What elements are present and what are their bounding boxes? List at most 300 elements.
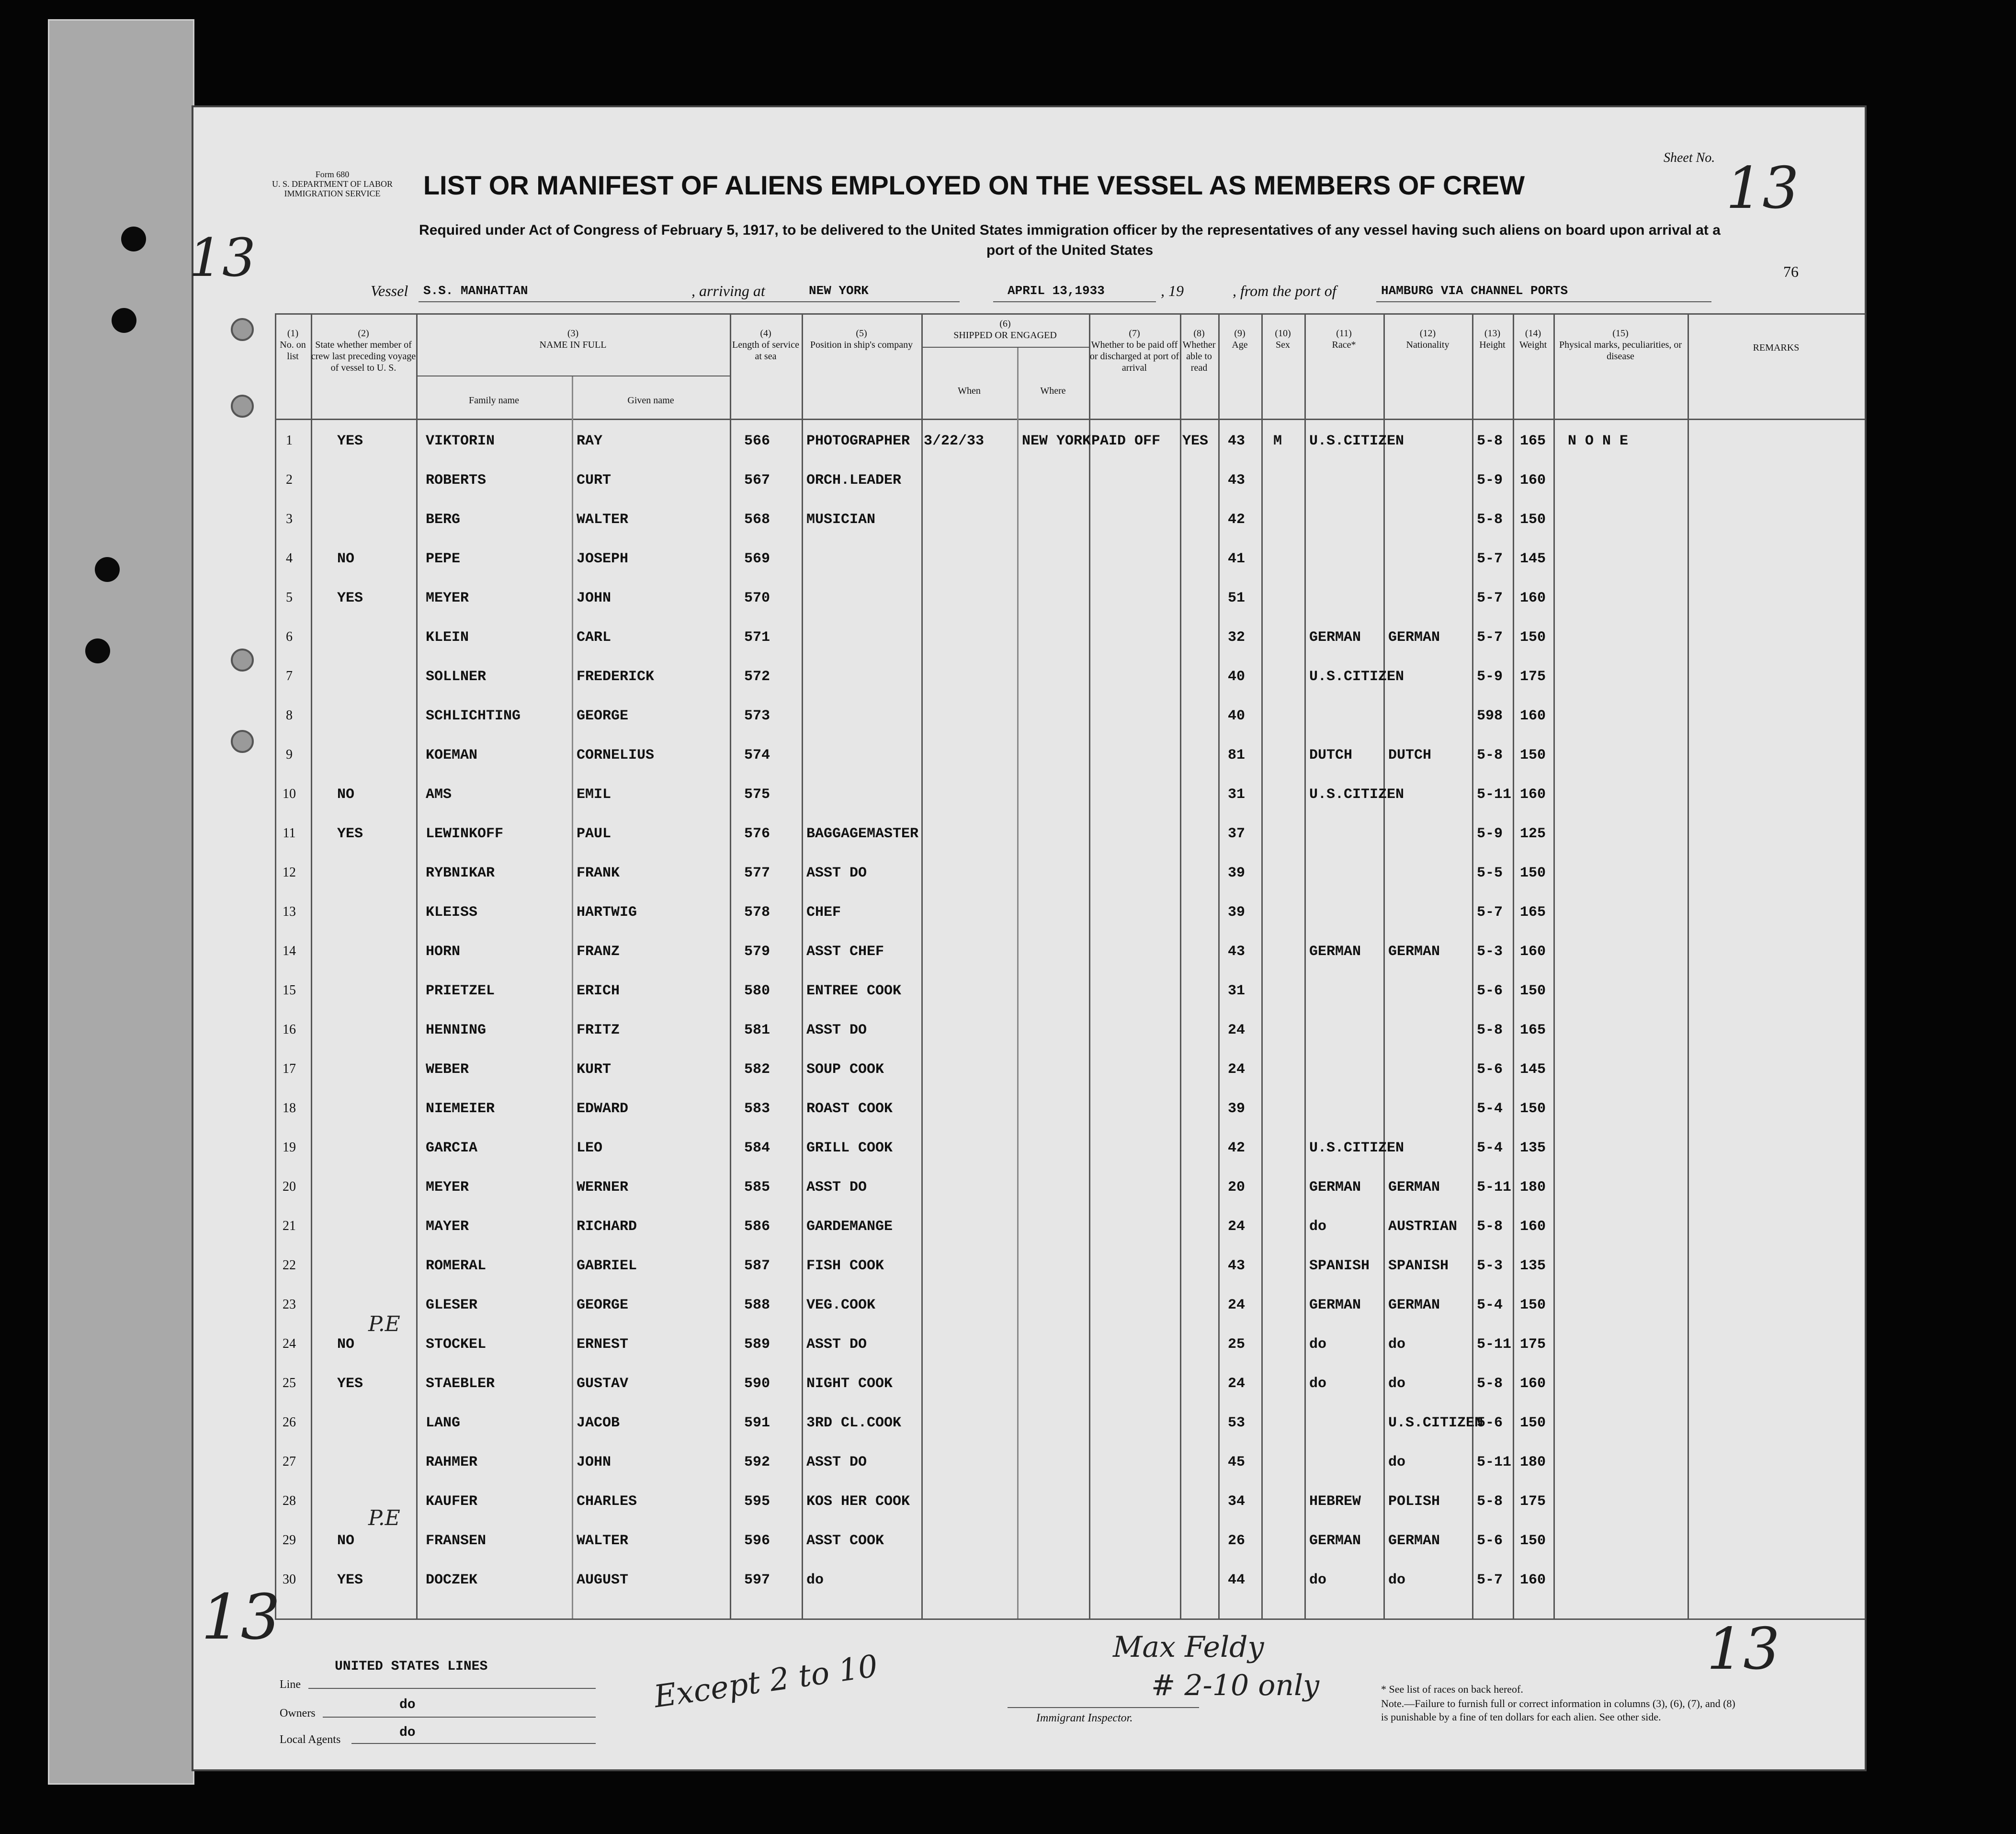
manifest-sheet [189,105,1867,1771]
shipped-when: 3/22/33 [924,433,985,449]
weight: 160 [1520,472,1546,489]
col-1-header: (1) No. on list [280,328,306,362]
position: CHEF [806,904,841,921]
row-number: 24 [283,1336,296,1351]
age: 39 [1228,1101,1246,1117]
weight: 150 [1520,1101,1546,1117]
nationality: POLISH [1388,1493,1440,1510]
row-number: 30 [283,1572,296,1587]
age: 24 [1228,1061,1246,1078]
weight: 150 [1520,629,1546,646]
row-number: 12 [283,865,296,880]
race: SPANISH [1309,1258,1370,1274]
annotation-row-24: P.E [368,1312,400,1336]
age: 31 [1228,786,1246,803]
height: 5-9 [1477,826,1503,842]
service-length: 566 [744,433,770,449]
given-name: ERNEST [577,1336,629,1353]
col-6a-header: When [958,386,981,396]
col-9-header: (9) Age [1232,328,1248,350]
given-name: RAY [577,433,603,449]
punch-hole [112,308,136,333]
position: KOS HER COOK [806,1493,910,1510]
race: GERMAN [1309,1179,1361,1196]
able-to-read: YES [1182,433,1209,449]
position: ENTREE COOK [806,983,902,999]
col-11-header: (11) Race* [1332,328,1356,350]
height: 5-7 [1477,904,1503,921]
given-name: GABRIEL [577,1258,637,1274]
prev-voyage: YES [337,433,363,449]
service-length: 580 [744,983,770,999]
position: 3RD CL.COOK [806,1415,902,1431]
service-length: 582 [744,1061,770,1078]
height: 5-7 [1477,1572,1503,1588]
weight: 145 [1520,1061,1546,1078]
service-length: 578 [744,904,770,921]
given-name: WERNER [577,1179,629,1196]
given-name: CARL [577,629,612,646]
family-name: PRIETZEL [426,983,495,999]
height: 5-9 [1477,472,1503,489]
family-name: VIKTORIN [426,433,495,449]
annotation-row-29: P.E [368,1506,400,1530]
family-name: MEYER [426,1179,469,1196]
age: 39 [1228,865,1246,881]
height: 5-5 [1477,865,1503,881]
position: ASST DO [806,1022,867,1038]
given-name: JOHN [577,590,612,606]
weight: 150 [1520,1297,1546,1313]
position: FISH COOK [806,1258,884,1274]
nationality: do [1388,1376,1406,1392]
service-length: 597 [744,1572,770,1588]
nationality: GERMAN [1388,1297,1440,1313]
given-name: FRANK [577,865,620,881]
family-name: MEYER [426,590,469,606]
subtitle-2: port of the United States [986,242,1154,258]
age: 45 [1228,1454,1246,1470]
arriving-port: NEW YORK [809,284,869,298]
family-name: DOCZEK [426,1572,478,1588]
family-name: KLEIN [426,629,469,646]
given-name: WALTER [577,512,629,528]
position: MUSICIAN [806,512,876,528]
physical-marks: N O N E [1568,433,1629,449]
height: 5-11 [1477,1454,1512,1470]
row-number: 9 [286,747,293,762]
col-2-header: (2) State whether member of crew last preceding voyage of vessel to U. S. [311,328,416,373]
family-name: LANG [426,1415,461,1431]
page-title: LIST OR MANIFEST OF ALIENS EMPLOYED ON THE VESSEL AS MEMBERS OF CREW [423,170,1525,200]
age: 24 [1228,1297,1246,1313]
given-name: RICHARD [577,1219,637,1235]
outer-margin-mark: 13 [201,1581,281,1653]
height: 5-3 [1477,1258,1503,1274]
col-13-header: (13) Height [1479,328,1506,350]
prev-voyage: YES [337,1376,363,1392]
position: do [806,1572,824,1588]
given-name: FREDERICK [577,669,655,685]
form-dept: U. S. DEPARTMENT OF LABOR [272,179,393,189]
nationality: DUTCH [1388,747,1432,763]
line-label: Line [280,1678,301,1691]
bottom-sheet-mark: 13 [1707,1616,1780,1683]
service-length: 588 [744,1297,770,1313]
service-length: 595 [744,1493,770,1510]
row-number: 19 [283,1140,296,1155]
height: 5-8 [1477,512,1503,528]
age: 42 [1228,1140,1246,1156]
height: 5-3 [1477,944,1503,960]
position: VEG.COOK [806,1297,876,1313]
position: ASST DO [806,1454,867,1470]
row-number: 14 [283,944,296,958]
service-length: 573 [744,708,770,724]
height: 5-8 [1477,1219,1503,1235]
col-10-header: (10) Sex [1275,328,1291,350]
given-name: JACOB [577,1415,620,1431]
service-length: 577 [744,865,770,881]
position: ASST DO [806,865,867,881]
handwritten-except-note: Except 2 to 10 [652,1648,880,1715]
arrival-date: APRIL 13,1933 [1008,284,1105,298]
paid-off: PAID OFF [1091,433,1161,449]
position: BAGGAGEMASTER [806,826,919,842]
row-number: 29 [283,1533,296,1548]
col-15-header: (15) Physical marks, peculiarities, or disease [1559,328,1682,362]
service-length: 576 [744,826,770,842]
race: U.S.CITIZEN [1309,1140,1404,1156]
margin-mark: 13 [189,227,256,288]
prev-voyage: NO [337,1533,355,1549]
service-length: 569 [744,551,770,567]
weight: 165 [1520,433,1546,449]
service-length: 583 [744,1101,770,1117]
row-number: 8 [286,708,293,723]
age: 43 [1228,944,1246,960]
service-length: 584 [744,1140,770,1156]
departure-port: HAMBURG VIA CHANNEL PORTS [1381,284,1568,298]
fine-note-1: Note.—Failure to furnish full or correct information in columns (3), (6), (7), and (8) [1381,1697,1735,1709]
service-length: 575 [744,786,770,803]
family-name: GLESER [426,1297,478,1313]
age: 20 [1228,1179,1246,1196]
family-name: KAUFER [426,1493,478,1510]
weight: 125 [1520,826,1546,842]
weight: 145 [1520,551,1546,567]
age: 24 [1228,1376,1246,1392]
race: GERMAN [1309,944,1361,960]
agents-value: do [399,1725,416,1740]
prev-voyage: NO [337,1336,355,1353]
col-3b-header: Given name [627,395,674,406]
family-name: GARCIA [426,1140,478,1156]
age: 26 [1228,1533,1246,1549]
col-7-header: (7) Whether to be paid off or discharged at port of arrival [1089,328,1179,373]
nationality: U.S.CITIZEN [1388,1415,1484,1431]
weight: 135 [1520,1140,1546,1156]
inspector-label: Immigrant Inspector. [1036,1712,1133,1724]
family-name: HORN [426,944,461,960]
col-4-header: (4) Length of service at sea [732,328,799,362]
position: ASST DO [806,1336,867,1353]
weight: 160 [1520,1376,1546,1392]
age: 43 [1228,472,1246,489]
weight: 135 [1520,1258,1546,1274]
col-16-header: REMARKS [1753,342,1800,353]
row-number: 6 [286,629,293,644]
nationality: do [1388,1572,1406,1588]
row-number: 18 [283,1101,296,1116]
service-length: 591 [744,1415,770,1431]
given-name: HARTWIG [577,904,637,921]
height: 5-8 [1477,1022,1503,1038]
height: 598 [1477,708,1503,724]
given-name: EDWARD [577,1101,629,1117]
nationality: do [1388,1336,1406,1353]
weight: 160 [1520,708,1546,724]
given-name: KURT [577,1061,612,1078]
given-name: CURT [577,472,612,489]
family-name: PEPE [426,551,461,567]
row-number: 5 [286,590,293,605]
row-number: 21 [283,1219,296,1233]
given-name: PAUL [577,826,612,842]
col-14-header: (14) Weight [1519,328,1547,350]
age: 40 [1228,708,1246,724]
page-number: 76 [1783,263,1799,280]
weight: 160 [1520,590,1546,606]
form-service: IMMIGRATION SERVICE [284,189,381,198]
position: SOUP COOK [806,1061,884,1078]
service-length: 585 [744,1179,770,1196]
family-name: FRANSEN [426,1533,487,1549]
height: 5-6 [1477,983,1503,999]
row-number: 17 [283,1061,296,1076]
weight: 160 [1520,1572,1546,1588]
ring-hole [231,395,254,418]
age: 37 [1228,826,1246,842]
row-number: 27 [283,1454,296,1469]
age: 24 [1228,1022,1246,1038]
row-number: 3 [286,512,293,526]
position: GARDEMANGE [806,1219,893,1235]
handwritten-inspector-name: Max Feldy [1113,1630,1264,1664]
vessel-label: Vessel [371,282,408,299]
family-name: LEWINKOFF [426,826,504,842]
nationality: SPANISH [1388,1258,1449,1274]
prev-voyage: NO [337,786,355,803]
age: 34 [1228,1493,1246,1510]
age: 51 [1228,590,1246,606]
height: 5-4 [1477,1297,1503,1313]
family-name: RAHMER [426,1454,478,1470]
service-length: 572 [744,669,770,685]
weight: 180 [1520,1454,1546,1470]
row-number: 11 [283,826,296,841]
given-name: ERICH [577,983,620,999]
position: ORCH.LEADER [806,472,902,489]
col-3-header: (3) NAME IN FULL [539,328,607,350]
height: 5-8 [1477,747,1503,763]
col-12-header: (12) Nationality [1406,328,1450,350]
family-name: ROBERTS [426,472,487,489]
row-number: 15 [283,983,296,998]
subtitle-1: Required under Act of Congress of February 5, 1917, to be delivered to the United States immigration officer by the representatives of any vessel having such aliens on board upon arrival at a [419,222,1721,238]
nationality: AUSTRIAN [1388,1219,1458,1235]
height: 5-7 [1477,551,1503,567]
col-3a-header: Family name [469,395,519,406]
family-name: BERG [426,512,461,528]
position: PHOTOGRAPHER [806,433,910,449]
line-name: UNITED STATES LINES [335,1659,488,1674]
height: 5-11 [1477,1179,1512,1196]
row-number: 22 [283,1258,296,1273]
row-number: 10 [283,786,296,801]
given-name: GEORGE [577,708,629,724]
weight: 165 [1520,1022,1546,1038]
service-length: 567 [744,472,770,489]
col-5-header: (5) Position in ship's company [810,328,913,350]
fine-note-2: is punishable by a fine of ten dollars for each alien. See other side. [1381,1711,1661,1723]
weight: 175 [1520,1493,1546,1510]
age: 40 [1228,669,1246,685]
nationality: GERMAN [1388,629,1440,646]
age: 32 [1228,629,1246,646]
form-id-block [260,170,404,198]
nationality: GERMAN [1388,1179,1440,1196]
age: 41 [1228,551,1246,567]
row-number: 23 [283,1297,296,1312]
given-name: CORNELIUS [577,747,655,763]
position: ASST DO [806,1179,867,1196]
service-length: 590 [744,1376,770,1392]
agents-label: Local Agents [280,1733,341,1746]
punch-hole [95,557,120,582]
height: 5-8 [1477,1493,1503,1510]
service-length: 587 [744,1258,770,1274]
year-label: , 19 [1161,282,1184,299]
weight: 160 [1520,1219,1546,1235]
prev-voyage: NO [337,551,355,567]
sheet-label: Sheet No. [1664,150,1715,165]
given-name: GEORGE [577,1297,629,1313]
age: 53 [1228,1415,1246,1431]
age: 81 [1228,747,1246,763]
age: 31 [1228,983,1246,999]
port-label: , from the port of [1233,282,1336,299]
service-length: 589 [744,1336,770,1353]
vessel-name: S.S. MANHATTAN [423,284,528,298]
ring-hole [231,730,254,753]
family-name: ROMERAL [426,1258,487,1274]
punch-hole [85,638,110,663]
race: U.S.CITIZEN [1309,433,1404,449]
given-name: GUSTAV [577,1376,629,1392]
race: do [1309,1572,1327,1588]
given-name: JOSEPH [577,551,629,567]
weight: 150 [1520,512,1546,528]
service-length: 581 [744,1022,770,1038]
row-number: 7 [286,669,293,683]
weight: 150 [1520,865,1546,881]
position: NIGHT COOK [806,1376,893,1392]
row-number: 20 [283,1179,296,1194]
family-name: SOLLNER [426,669,487,685]
weight: 150 [1520,747,1546,763]
weight: 175 [1520,1336,1546,1353]
ring-hole [231,649,254,672]
family-name: KOEMAN [426,747,478,763]
service-length: 568 [744,512,770,528]
handwritten-range-note: # 2-10 only [1151,1669,1320,1702]
given-name: WALTER [577,1533,629,1549]
position: GRILL COOK [806,1140,893,1156]
position: ASST CHEF [806,944,884,960]
race: do [1309,1219,1327,1235]
sheet-number: 13 [1726,155,1799,222]
row-number: 4 [286,551,293,566]
arriving-label: , arriving at [691,282,765,299]
height: 5-11 [1477,786,1512,803]
punch-hole [121,227,146,251]
race: do [1309,1376,1327,1392]
age: 44 [1228,1572,1246,1588]
row-number: 26 [283,1415,296,1430]
weight: 165 [1520,904,1546,921]
height: 5-8 [1477,1376,1503,1392]
height: 5-6 [1477,1533,1503,1549]
row-number: 13 [283,904,296,919]
owners-value: do [399,1697,416,1712]
row-number: 2 [286,472,293,487]
service-length: 570 [744,590,770,606]
given-name: FRITZ [577,1022,620,1038]
family-name: AMS [426,786,452,803]
age: 43 [1228,433,1246,449]
family-name: RYBNIKAR [426,865,495,881]
height: 5-7 [1477,629,1503,646]
age: 43 [1228,1258,1246,1274]
races-note: * See list of races on back hereof. [1381,1683,1523,1695]
prev-voyage: YES [337,826,363,842]
weight: 175 [1520,669,1546,685]
height: 5-6 [1477,1415,1503,1431]
service-length: 579 [744,944,770,960]
nationality: GERMAN [1388,944,1440,960]
height: 5-6 [1477,1061,1503,1078]
row-number: 1 [286,433,293,448]
race: DUTCH [1309,747,1353,763]
age: 25 [1228,1336,1246,1353]
race: GERMAN [1309,1297,1361,1313]
weight: 160 [1520,944,1546,960]
form-number: Form 680 [315,170,350,179]
position: ASST COOK [806,1533,884,1549]
given-name: FRANZ [577,944,620,960]
family-name: WEBER [426,1061,469,1078]
race: GERMAN [1309,1533,1361,1549]
owners-label: Owners [280,1707,316,1720]
weight: 150 [1520,1533,1546,1549]
weight: 150 [1520,1415,1546,1431]
service-length: 574 [744,747,770,763]
prev-voyage: YES [337,590,363,606]
height: 5-9 [1477,669,1503,685]
given-name: JOHN [577,1454,612,1470]
family-name: NIEMEIER [426,1101,495,1117]
